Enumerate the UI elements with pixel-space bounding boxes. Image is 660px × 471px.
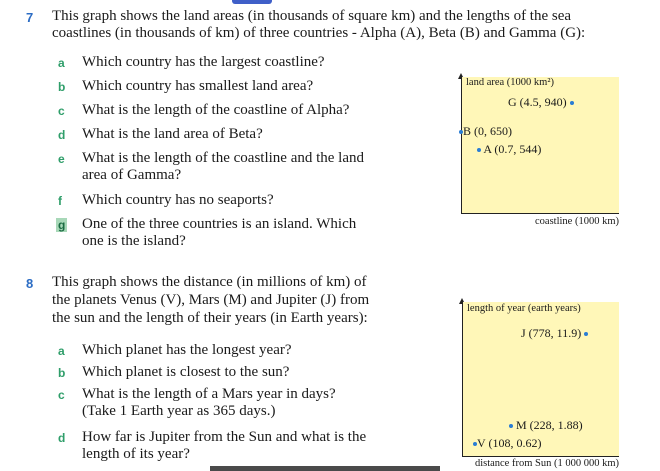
part-text: Which country has smallest land area? bbox=[82, 78, 314, 94]
part-text: length of its year? bbox=[82, 446, 190, 462]
part-text: What is the length of a Mars year in days? bbox=[82, 386, 336, 402]
part-text: (Take 1 Earth year as 365 days.) bbox=[82, 403, 276, 419]
land-area-coastline-graph bbox=[461, 77, 619, 227]
question-number: 7 bbox=[26, 10, 34, 25]
part-letter: d bbox=[58, 431, 66, 445]
question-intro-line-2: the planets Venus (V), Mars (M) and Jupiter (J) from bbox=[52, 292, 370, 308]
part-text: area of Gamma? bbox=[82, 167, 182, 183]
top-accent-bar bbox=[232, 0, 272, 4]
y-axis-label: land area (1000 km²) bbox=[466, 77, 554, 88]
part-text: one is the island? bbox=[82, 233, 186, 249]
question-intro-line-1: This graph shows the land areas (in thousands of square km) and the lengths of the sea bbox=[52, 8, 572, 24]
x-axis-label: distance from Sun (1 000 000 km) bbox=[474, 458, 619, 469]
part-text: What is the length of the coastline and the land bbox=[82, 150, 364, 166]
point-dot-icon bbox=[509, 424, 513, 428]
part-letter-highlighted: g bbox=[58, 218, 66, 232]
part-text: What is the land area of Beta? bbox=[82, 126, 263, 142]
part-text: One of the three countries is an island. Which bbox=[82, 216, 357, 232]
point-dot-icon bbox=[584, 332, 588, 336]
part-letter: e bbox=[58, 152, 65, 166]
point-dot-icon bbox=[570, 101, 574, 105]
point-m: M (228, 1.88) bbox=[509, 418, 583, 433]
part-text: Which planet has the longest year? bbox=[82, 342, 292, 358]
part-letter: c bbox=[58, 104, 65, 118]
point-a: A (0.7, 544) bbox=[477, 142, 541, 157]
part-text: How far is Jupiter from the Sun and what is the bbox=[82, 429, 367, 445]
planet-distance-year-graph bbox=[462, 302, 619, 469]
point-b: B (0, 650) bbox=[459, 124, 512, 139]
y-axis-label: length of year (earth years) bbox=[467, 303, 581, 314]
part-text: What is the length of the coastline of Alpha? bbox=[82, 102, 350, 118]
point-dot-icon bbox=[477, 148, 481, 152]
question-number: 8 bbox=[26, 276, 34, 291]
x-axis-label: coastline (1000 km) bbox=[535, 216, 619, 227]
part-letter: b bbox=[58, 366, 66, 380]
question-intro-line-3: the sun and the length of their years (in Earth years): bbox=[52, 310, 368, 326]
part-letter: d bbox=[58, 128, 66, 142]
question-intro-line-2: coastlines (in thousands of km) of three countries - Alpha (A), Beta (B) and Gamma (G): bbox=[52, 25, 586, 41]
part-letter: b bbox=[58, 80, 66, 94]
point-v: V (108, 0.62) bbox=[473, 436, 541, 451]
part-letter: a bbox=[58, 344, 65, 358]
part-text: Which country has the largest coastline? bbox=[82, 54, 325, 70]
bottom-scroll-bar[interactable] bbox=[210, 466, 440, 471]
part-text: Which country has no seaports? bbox=[82, 192, 274, 208]
part-text: Which planet is closest to the sun? bbox=[82, 364, 290, 380]
point-g: G (4.5, 940) bbox=[508, 95, 574, 110]
point-j: J (778, 11.9) bbox=[521, 326, 588, 341]
question-intro-line-1: This graph shows the distance (in millions of km) of bbox=[52, 274, 367, 290]
part-letter: a bbox=[58, 56, 65, 70]
part-letter: c bbox=[58, 388, 65, 402]
part-letter: f bbox=[58, 194, 62, 208]
